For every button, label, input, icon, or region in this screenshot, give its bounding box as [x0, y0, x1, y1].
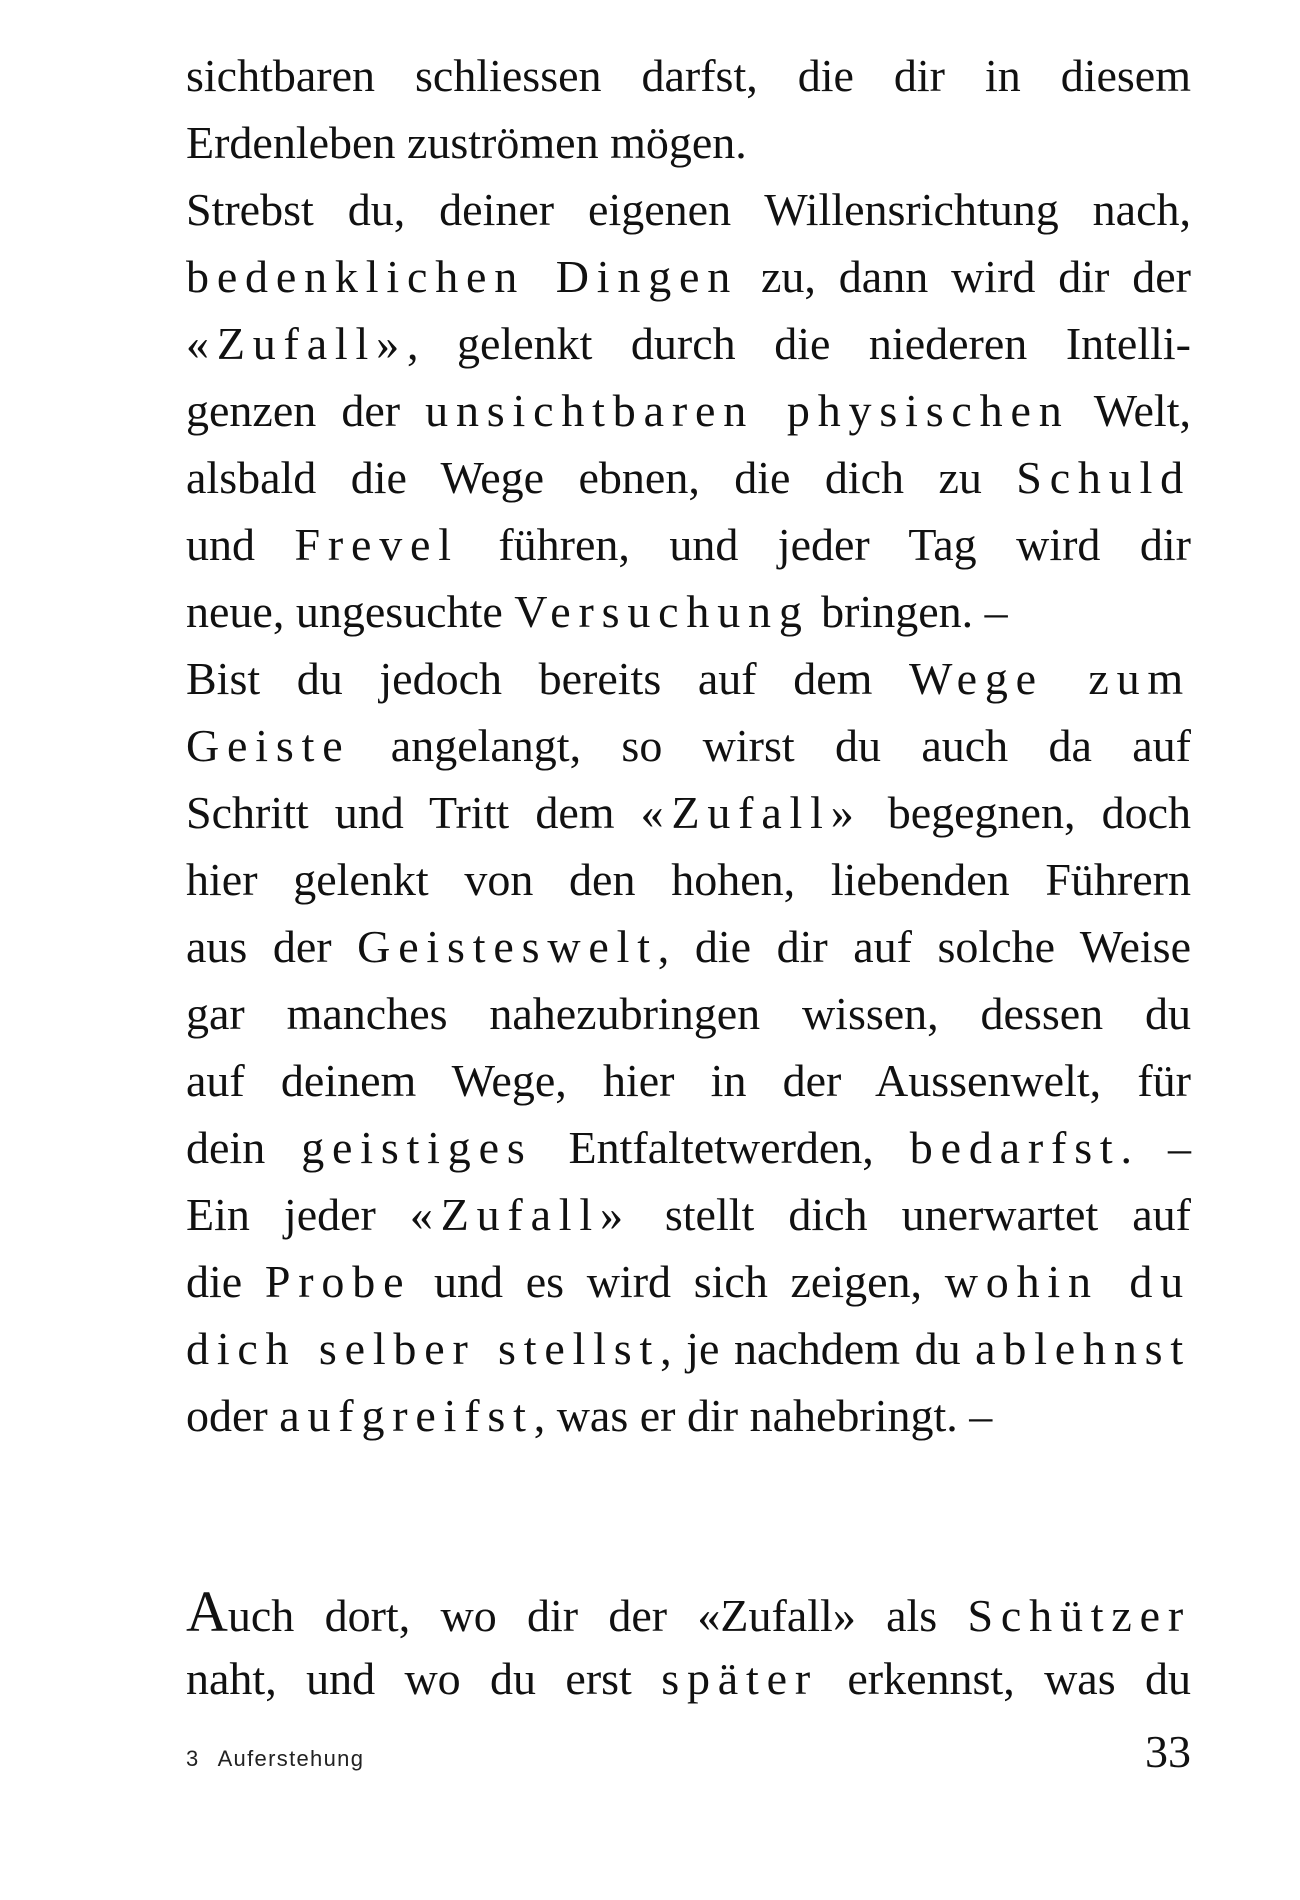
text-run: zu, dann wird dir der — [738, 251, 1191, 302]
signature-title: Auferstehung — [217, 1746, 365, 1771]
text-run: oder — [186, 1390, 280, 1441]
spaced-emphasis: bedarfst — [909, 1122, 1121, 1173]
text-run: hier gelenkt von den hohen, liebenden Führern — [186, 854, 1191, 905]
text-line — [186, 846, 1191, 913]
text-run: alsbald die Wege ebnen, die dich zu — [186, 452, 1017, 503]
text-run: . – — [1120, 1122, 1192, 1173]
text-run: , was er dir nahebringt. – — [533, 1390, 993, 1441]
text-run: erkennst, was du — [817, 1653, 1191, 1704]
text-line — [186, 1578, 1191, 1645]
spaced-emphasis: ablehnst — [975, 1323, 1191, 1374]
page-number: 33 — [1145, 1726, 1191, 1777]
spaced-emphasis: Geisteswelt — [357, 921, 658, 972]
spaced-emphasis: Probe — [264, 1256, 412, 1307]
text-run: Bist du jedoch bereits auf dem — [186, 653, 910, 704]
initial-letter: A — [186, 1579, 228, 1644]
text-run: gar manches nahezubringen wissen, dessen du — [186, 988, 1191, 1039]
text-line — [186, 1645, 1191, 1712]
text-run: die — [186, 1256, 265, 1307]
text-line — [186, 1114, 1191, 1181]
spaced-emphasis: wohin du — [944, 1256, 1191, 1307]
text-line — [186, 645, 1191, 712]
text-line — [186, 712, 1191, 779]
text-line — [186, 511, 1191, 578]
text-run: Erdenleben zuströmen mögen. — [186, 117, 747, 168]
body-text — [186, 42, 1191, 1449]
text-run: , je nachdem du — [660, 1323, 976, 1374]
text-run: Schritt und Tritt dem — [186, 787, 641, 838]
text-run: naht, und wo du erst — [186, 1653, 662, 1704]
text-line — [186, 913, 1191, 980]
text-line — [186, 1181, 1191, 1248]
text-line — [186, 1047, 1191, 1114]
text-run: stellt dich unerwartet auf — [630, 1189, 1191, 1240]
text-run: auf deinem Wege, hier in der Aussenwelt, für — [186, 1055, 1191, 1106]
spaced-emphasis: später — [661, 1653, 818, 1704]
signature-mark — [186, 1746, 364, 1772]
text-line — [186, 578, 1191, 645]
spaced-emphasis: Schützer — [967, 1590, 1191, 1641]
text-run: Entfaltetwerden, — [532, 1122, 910, 1173]
text-line — [186, 980, 1191, 1047]
text-run: genzen der — [186, 385, 426, 436]
spaced-emphasis: geistiges — [301, 1122, 533, 1173]
section-text — [186, 1578, 1191, 1712]
text-run: sichtbaren schliessen darfst, die dir in diesem — [186, 50, 1191, 101]
text-run: neue, ungesuchte — [186, 586, 515, 637]
spaced-emphasis: Geiste — [186, 720, 351, 771]
text-run: bringen. – — [809, 586, 1008, 637]
text-line — [186, 109, 1191, 176]
text-line — [186, 243, 1191, 310]
text-run: aus der — [186, 921, 358, 972]
text-run: und — [186, 519, 295, 570]
text-line — [186, 310, 1191, 377]
text-run: begegnen, doch — [861, 787, 1191, 838]
text-run: Ein jeder — [186, 1189, 410, 1240]
text-line — [186, 42, 1191, 109]
text-line — [186, 1382, 1191, 1449]
spaced-emphasis: «Zufall» — [640, 787, 862, 838]
spaced-emphasis: dich selber stellst — [186, 1323, 661, 1374]
text-run: Strebst du, deiner eigenen Willensrichtung nach, — [186, 184, 1191, 235]
spaced-emphasis: Frevel — [294, 519, 459, 570]
spaced-emphasis: aufgreifst — [279, 1390, 534, 1441]
spaced-emphasis: unsichtbaren physischen — [425, 385, 1070, 436]
spaced-emphasis: Wege zum — [909, 653, 1191, 704]
signature-number: 3 — [186, 1746, 200, 1771]
text-line — [186, 1248, 1191, 1315]
text-line — [186, 176, 1191, 243]
text-run: , die dir auf solche Weise — [657, 921, 1191, 972]
page-footer — [186, 1718, 1191, 1778]
text-run: uch dort, wo dir der «Zufall» als — [227, 1590, 968, 1641]
text-run: Welt, — [1069, 385, 1191, 436]
text-run: , gelenkt durch die niederen Intelli- — [406, 318, 1191, 369]
text-line — [186, 377, 1191, 444]
text-line — [186, 444, 1191, 511]
spaced-emphasis: Versuchung — [514, 586, 810, 637]
spaced-emphasis: Schuld — [1016, 452, 1191, 503]
text-run: führen, und jeder Tag wird dir — [458, 519, 1191, 570]
text-run: und es wird sich zeigen, — [411, 1256, 945, 1307]
text-run: angelangt, so wirst du auch da auf — [350, 720, 1191, 771]
text-line — [186, 779, 1191, 846]
text-run: dein — [186, 1122, 302, 1173]
spaced-emphasis: bedenklichen Dingen — [186, 251, 739, 302]
spaced-emphasis: «Zufall» — [186, 318, 407, 369]
text-line — [186, 1315, 1191, 1382]
spaced-emphasis: «Zufall» — [409, 1189, 631, 1240]
